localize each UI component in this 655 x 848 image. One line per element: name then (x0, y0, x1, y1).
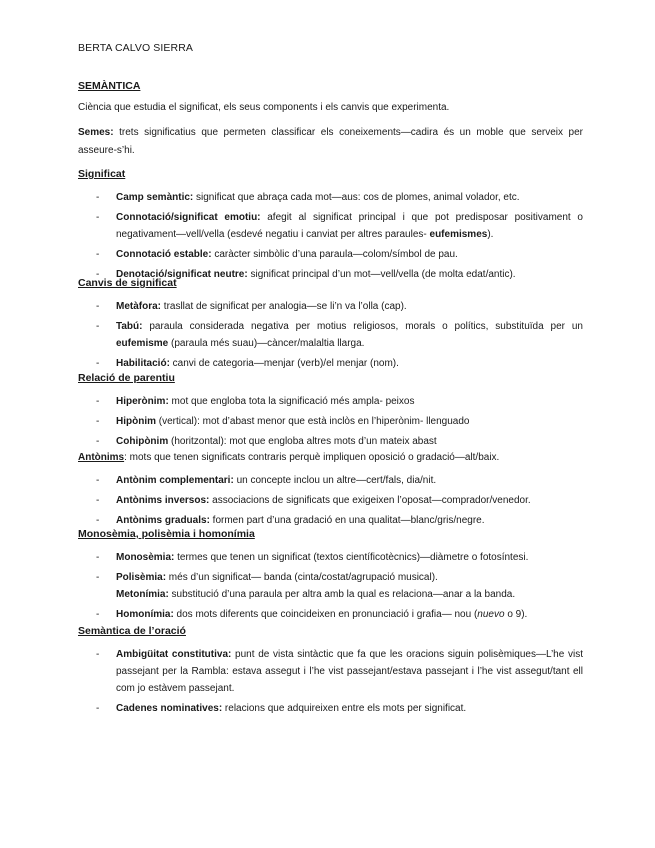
list-item: - Antònims graduals: formen part d’una gradació en una qualitat—blanc/gris/negre. (96, 515, 485, 526)
list-item: - Habilitació: canvi de categoria—menjar (verb)/el menjar (nom). (96, 358, 399, 369)
monosemia-list (78, 549, 583, 626)
semes-paragraph (78, 124, 583, 160)
semantica-definition: Ciència que estudia el significat, els seus components i els canvis que experimenta. (78, 102, 450, 113)
antonims-intro: : mots que tenen significats contraris perquè impliquen oposició o gradació—alt/baix. (124, 452, 500, 463)
section-title-canvis: Canvis de significat (78, 277, 177, 289)
list-item: - Antònims inversos: associacions de significats que exigeixen l’oposat—comprador/venedor. (96, 495, 531, 506)
semes-term: Semes: (78, 127, 114, 138)
section-title-antonims: Antònims (78, 452, 125, 463)
semes-text: trets significatius que permeten classificar els coneixements—cadira és un moble que serveix per asseure-s’hi. (78, 127, 583, 156)
antonims-list (78, 472, 583, 532)
list-item: - Ambigüitat constitutiva: punt de vista sintàctic que fa que les oracions siguin polisèmiques—L’he vist passejant per la Rambla: estava assegut i l’he vist passejant/estava passejant i l’he vist assegut/tant ell com jo estàvem passejant. (96, 649, 583, 694)
list-item: - Metàfora: trasllat de significat per analogia—se li’n va l’olla (cap). (96, 301, 407, 312)
section-title-significat: Significat (78, 168, 126, 180)
list-item: - Monosèmia: termes que tenen un significat (textos científicotècnics)—diàmetre o fotosíntesi. (96, 552, 529, 563)
oracio-list (78, 646, 583, 720)
list-item: - Cadenes nominatives: relacions que adquireixen entre els mots per significat. (96, 703, 467, 714)
list-item: - Polisèmia: més d’un significat— banda (cinta/costat/agrupació musical). Metonímia: substitució d’una paraula per altra amb la qual es relaciona—anar a la banda. (96, 572, 516, 600)
significat-list (78, 189, 583, 286)
section-title-oracio: Semàntica de l’oració (78, 625, 186, 637)
list-item: - Cohipònim (horitzontal): mot que engloba altres mots d’un mateix abast (96, 436, 437, 447)
list-item: - Camp semàntic: significat que abraça cada mot—aus: cos de plomes, animal volador, etc. (96, 192, 520, 203)
list-item: - Connotació estable: caràcter simbòlic d’una paraula—colom/símbol de pau. (96, 249, 458, 260)
list-item: - Hipònim (vertical): mot d’abast menor que està inclòs en l’hiperònim- llenguado (96, 416, 470, 427)
list-item: - Tabú: paraula considerada negativa per motius religiosos, morals o polítics, substituïda per un eufemisme (paraula més suau)—càncer/malaltia llarga. (96, 321, 583, 349)
section-title-monosemia: Monosèmia, polisèmia i homonímia (78, 528, 255, 540)
list-item: - Connotació/significat emotiu: afegit al significat principal i que pot predisposar positivament o negativament—vell/vella (esdevé negatiu i canviat per altres paraules- eufemismes). (96, 212, 583, 240)
list-item: - Homonímia: dos mots diferents que coincideixen en pronunciació i grafia— nou (nuevo o 9). (96, 609, 528, 620)
section-title-semantica: SEMÀNTICA (78, 80, 141, 92)
list-item: - Hiperònim: mot que engloba tota la significació més ampla- peixos (96, 396, 415, 407)
parentiu-list (78, 393, 583, 453)
antonims-paragraph (78, 449, 583, 467)
list-item: - Antònim complementari: un concepte inclou un altre—cert/fals, dia/nit. (96, 475, 437, 486)
author-name: BERTA CALVO SIERRA (78, 42, 194, 54)
list-item: - Denotació/significat neutre: significat principal d’un mot—vell/vella (de molta edat/antic). (96, 269, 516, 280)
canvis-list (78, 298, 583, 375)
section-title-parentiu: Relació de parentiu (78, 372, 175, 384)
